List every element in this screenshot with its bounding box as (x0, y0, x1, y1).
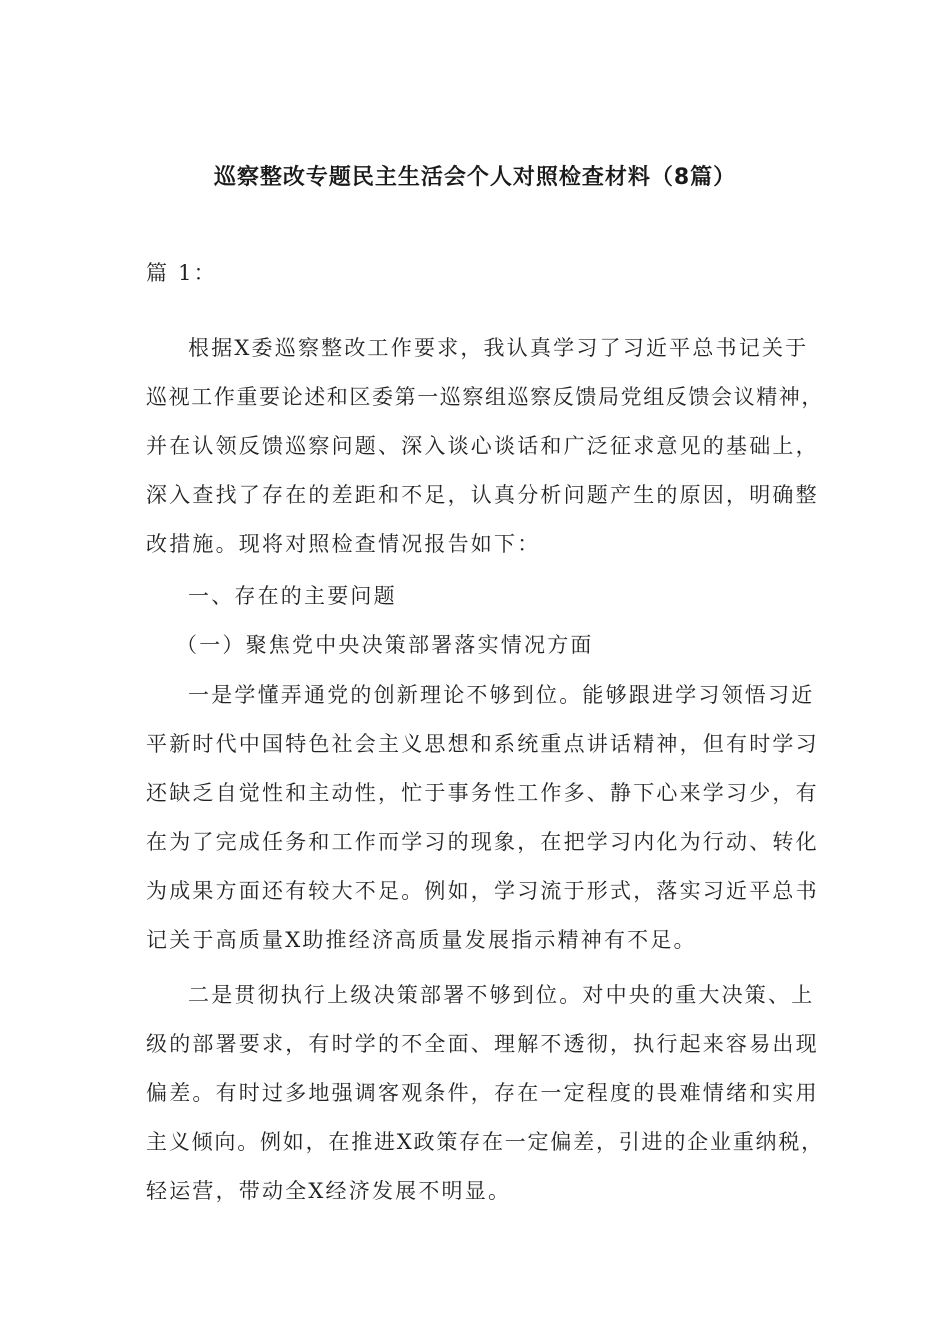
paragraph-line: 轻运营，带动全X经济发展不明显。 (146, 1179, 512, 1203)
paragraph-line: 并在认领反馈巡察问题、深入谈心谈话和广泛征求意见的基础上， (146, 434, 819, 458)
paragraph-line: 为成果方面还有较大不足。例如，学习流于形式，落实习近平总书 (146, 879, 819, 903)
document-title: 巡察整改专题民主生活会个人对照检查材料（8篇） (213, 165, 737, 190)
chapter-label: 篇 1： (146, 261, 217, 285)
section-heading: 一、存在的主要问题 (188, 584, 397, 608)
paragraph-line: 根据X委巡察整改工作要求，我认真学习了习近平总书记关于 (188, 336, 809, 360)
subsection-heading: （一）聚焦党中央决策部署落实情况方面 (176, 633, 594, 657)
paragraph-line: 级的部署要求，有时学的不全面、理解不透彻，执行起来容易出现 (146, 1032, 819, 1056)
paragraph-line: 平新时代中国特色社会主义思想和系统重点讲话精神，但有时学习 (146, 732, 819, 756)
paragraph-line: 记关于高质量X助推经济高质量发展指示精神有不足。 (146, 928, 697, 952)
paragraph-line: 还缺乏自觉性和主动性，忙于事务性工作多、静下心来学习少，有 (146, 781, 819, 805)
paragraph-line: 偏差。有时过多地强调客观条件，存在一定程度的畏难情绪和实用 (146, 1081, 819, 1105)
paragraph-line: 主义倾向。例如，在推进X政策存在一定偏差，引进的企业重纳税， (146, 1130, 824, 1154)
paragraph-line: 一是学懂弄通党的创新理论不够到位。能够跟进学习领悟习近 (188, 683, 815, 707)
paragraph-line: 二是贯彻执行上级决策部署不够到位。对中央的重大决策、上 (188, 983, 815, 1007)
paragraph-line: 深入查找了存在的差距和不足，认真分析问题产生的原因，明确整 (146, 483, 819, 507)
paragraph-line: 在为了完成任务和工作而学习的现象，在把学习内化为行动、转化 (146, 830, 819, 854)
paragraph-line: 改措施。现将对照检查情况报告如下： (146, 532, 541, 556)
paragraph-line: 巡视工作重要论述和区委第一巡察组巡察反馈局党组反馈会议精神， (146, 385, 824, 409)
